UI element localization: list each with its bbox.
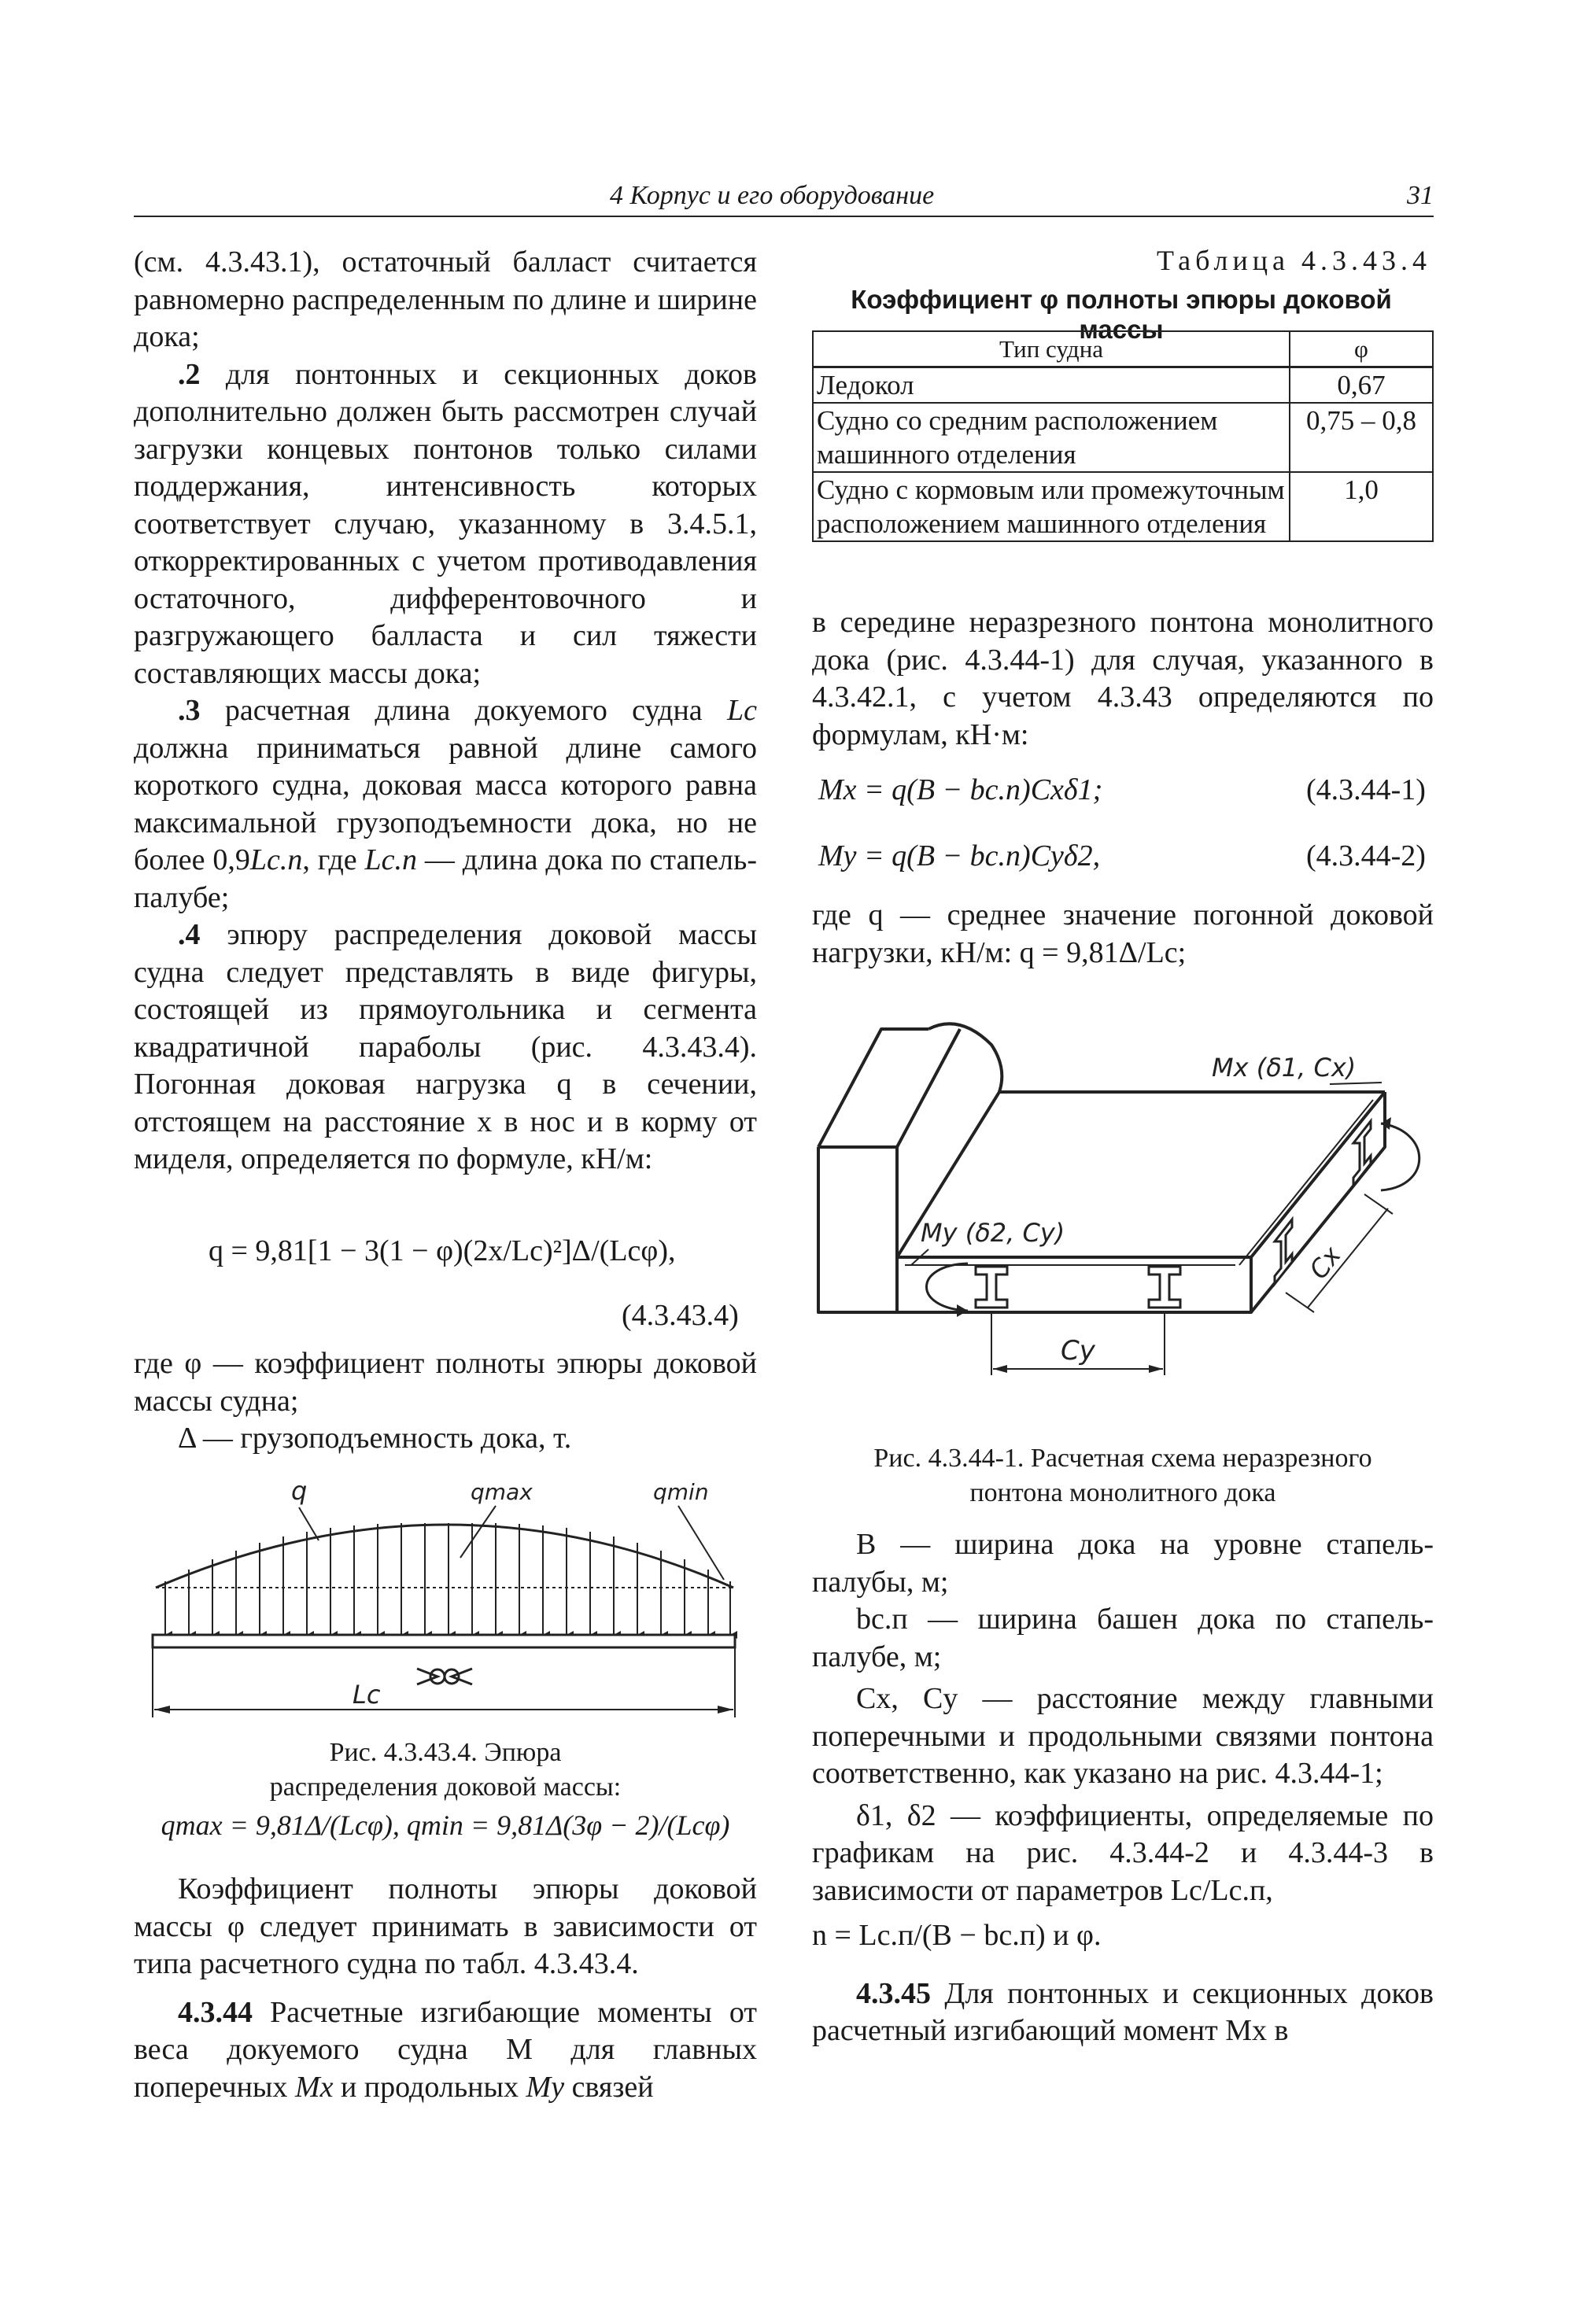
equation-number: (4.3.43.4) [622,1299,739,1332]
label-qmin: qmin [653,1479,709,1505]
table-row: Судно с кормовым или промежуточным расположением машинного отделения 1,0 [813,472,1433,541]
table-row: Ледокол 0,67 [813,367,1433,404]
right-column-top [812,604,1434,754]
definition: n = Lс.п/(B − bс.п) и φ. [812,1919,1102,1952]
table-row: Судно со средним расположением машинного отделения 0,75 – 0,8 [813,403,1433,472]
pontoon-scheme-figure [810,982,1440,1422]
equation-number: (4.3.44-2) [1306,839,1426,872]
page-header [134,179,1434,217]
table-header: φ [1290,331,1433,367]
parabola-curve [156,1525,733,1588]
equation-number: (4.3.44-1) [1306,773,1426,806]
paragraph: где q — среднее значение погонной доковой нагрузки, кН/м: q = 9,81Δ/Lс; [812,898,1434,969]
paragraph: 4.3.44 Расчетные изгибающие моменты от веса докуемого судна M для главных поперечных Mx и продольных My связей [134,1995,757,2104]
beam [153,1635,735,1647]
paragraph: .4 эпюру распределения доковой массы судна следует представлять в виде фигуры, состоящей из прямоугольника и сегмента квадратичной параболы (рис. 4.3.43.4). Погонная доковая нагрузка q в сечении, отстоящем на расстояние x в нос и в корму от миделя, определяется по формуле, кН/м: [134,918,757,1175]
paragraph: где φ — коэффициент полноты эпюры доковой массы судна; [134,1347,757,1418]
coefficient-table [812,330,1434,542]
table-label: Таблица 4.3.43.4 [1157,245,1431,276]
paragraph: (см. 4.3.43.1), остаточный балласт считается равномерно распределенным по длине и ширине дока; [134,245,757,353]
left-column-bottom [134,1871,757,2106]
right-column-mid [812,897,1434,972]
definition: bс.п — ширина башен дока по стапель-палубе, м; [812,1603,1434,1673]
paragraph: 4.3.45 Для понтонных и секционных доков расчетный изгибающий момент Mx в [812,1976,1434,2047]
formula-4-3-44-2: My = q(B − bс.п)Cyδ2, [818,839,1101,872]
left-column-where [134,1345,757,1458]
page-number: 31 [1407,181,1434,210]
dim-label-Cy: Cy [1061,1335,1095,1367]
midship-symbol [417,1669,472,1684]
paragraph: Δ — грузоподъемность дока, т. [178,1422,572,1455]
formula-4-3-44-1: Mx = q(B − bс.п)Cxδ1; [818,773,1103,806]
label-My: My (δ2, Cy) [921,1218,1065,1248]
label-q: q [291,1477,308,1506]
chapter-title: 4 Корпус и его оборудование [610,181,935,210]
dim-label-Cx: Cx [1303,1241,1347,1285]
i-beams-front [976,1267,1180,1308]
label-qmax: qmax [471,1479,533,1505]
dim-label-Lc: Lс [353,1680,381,1710]
paragraph: .2 для понтонных и секционных доков дополнительно должен быть рассмотрен случай загрузки концевых понтонов только силами поддержания, интенсивность которых соответствует случаю, указанному в 3.4.5.1, откорректированных с учетом противодавления остаточного, дифферентовочного и разгружающего балласта и сил тяжести составляющих массы дока; [134,357,757,690]
paragraph: .3 расчетная длина докуемого судна Lс должна приниматься равной длине самого короткого судна, доковая масса которого равна максимальной грузоподъемности дока, но не более 0,9Lс.п, где Lс.п — длина дока по стапель-палубе; [134,694,757,914]
figure-caption-4-3-43-4: Рис. 4.3.43.4. Эпюра распределения доковой массы: qmax = 9,81Δ/(Lсφ), qmin = 9,81Δ(3φ − 2)/(Lсφ) [161,1738,730,1841]
right-column-definitions [812,1526,1434,2050]
paragraph: Коэффициент полноты эпюры доковой массы φ следует принимать в зависимости от типа расчетного судна по табл. 4.3.43.4. [134,1872,757,1980]
formula-4-3-43-4: q = 9,81[1 − 3(1 − φ)(2x/Lс)²]Δ/(Lсφ), [209,1234,676,1267]
definition: Cx, Cy — расстояние между главными поперечными и продольными связями понтона соответственно, как указано на рис. 4.3.44-1; [812,1682,1434,1790]
figure-caption-4-3-44-1: Рис. 4.3.44-1. Расчетная схема неразрезного понтона монолитного дока [873,1444,1372,1507]
definition: B — ширина дока на уровне стапель-палубы, м; [812,1528,1434,1599]
load-arrows [165,1523,730,1635]
load-diagram-figure [150,1477,748,1729]
left-column-top [134,244,757,1179]
definition: δ1, δ2 — коэффициенты, определяемые по графикам на рис. 4.3.44-2 и 4.3.44-3 в зависимости от параметров Lс/Lс.п, [812,1798,1434,1907]
table-header: Тип судна [813,331,1290,367]
label-Mx: Mx (δ1, Cx) [1212,1053,1357,1083]
table-title: Коэффициент φ полноты эпюры доковой массы [851,285,1392,344]
paragraph: в середине неразрезного понтона монолитного дока (рис. 4.3.44-1) для случая, указанного в 4.3.42.1, с учетом 4.3.43 определяются по формулам, кН·м: [812,606,1434,751]
